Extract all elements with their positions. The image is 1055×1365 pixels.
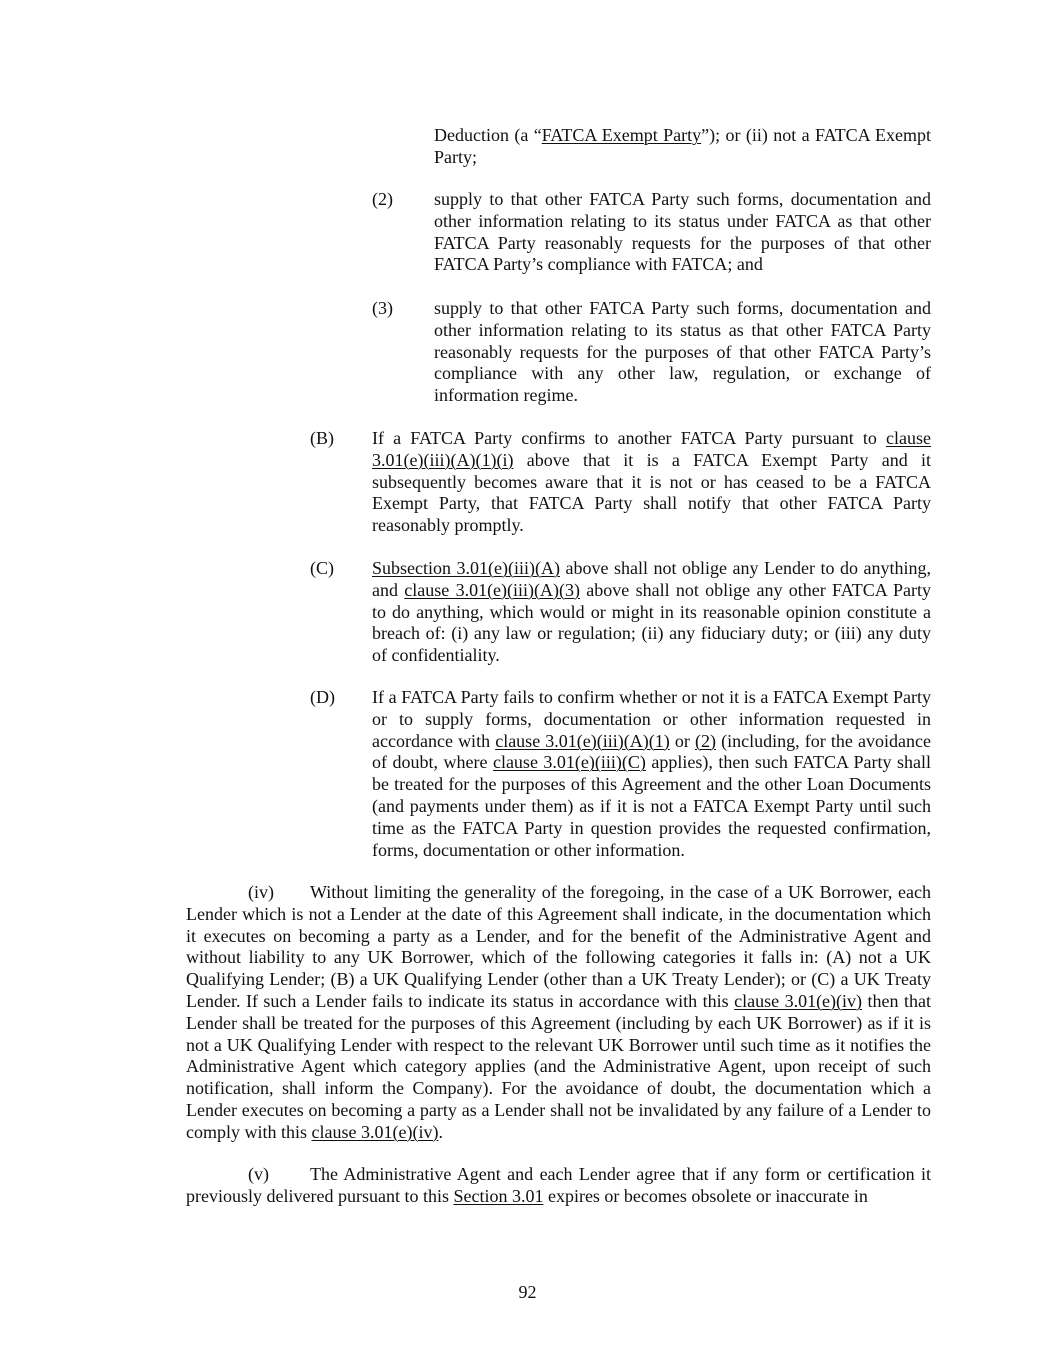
paragraph-iv: (iv) Without limiting the generality of the foregoing, in the case of a UK Borrower, each Lender which is not a Lender at the date of this Agreement shall indicate, in the documentation which it executes on becoming a party as a Lender, and for the benefit of the Administrative Agent and without liability to any UK Borrower, which of the following categories it falls in: (A) not a UK Qualifying Lender; (B) a UK Qualifying Lender (other than a UK Treaty Lender); or (C) a UK Treaty Lender. If such a Lender fails to indicate its status in accordance with this clause 3.01(e)(iv) then that Lender shall be treated for the purposes of this Agreement (including by each UK Borrower) as if it is not a UK Qualifying Lender with respect to the relevant UK Borrower until such time as it notifies the Administrative Agent which category applies (and the Administrative Agent, upon receipt of such notification, shall inform the Company). For the avoidance of doubt, the documentation which a Lender executes on becoming a party as a Lender shall not be invalidated by any failure of a Lender to comply with this clause 3.01(e)(iv). — [186, 882, 931, 1142]
cross-reference: Subsection 3.01(e)(iii)(A) — [372, 558, 560, 578]
item-label: (2) — [372, 189, 393, 209]
cross-reference: Section 3.01 — [453, 1185, 544, 1206]
item-b — [310, 428, 931, 537]
paragraph-label: (v) — [248, 1164, 269, 1184]
cross-reference: clause 3.01(e)(iii)(A)(1)(i) — [372, 428, 931, 470]
page-number: 92 — [518, 1282, 537, 1302]
cross-reference: clause 3.01(e)(iv) — [734, 990, 863, 1011]
item-3 — [372, 298, 931, 407]
cross-reference: clause 3.01(e)(iii)(A)(1) — [495, 730, 670, 751]
item-2 — [372, 189, 931, 276]
item-label: (3) — [372, 298, 393, 318]
cross-reference: clause 3.01(e)(iii)(A)(3) — [404, 579, 581, 600]
item-text: If a FATCA Party confirms to another FATCA Party pursuant to clause 3.01(e)(iii)(A)(1)(i) above that it is a FATCA Exempt Party and it subsequently becomes aware that it is not or has ceased to be a FATCA Exempt Party, that FATCA Party shall notify that other FATCA Party reasonably promptly. — [372, 428, 931, 536]
defined-term-fatca-exempt-party: FATCA Exempt Party — [541, 125, 702, 145]
item-label: (D) — [310, 687, 335, 707]
item-label: (C) — [310, 558, 334, 578]
continuation-paragraph: Deduction (a “FATCA Exempt Party”); or (ii) not a FATCA Exempt Party; — [434, 125, 931, 167]
cross-reference: clause 3.01(e)(iii)(C) — [492, 752, 646, 773]
item-text: supply to that other FATCA Party such forms, documentation and other information relating to its status under FATCA as that other FATCA Party reasonably requests for the purposes of that other FATCA Party’s compliance with FATCA; and — [434, 189, 931, 275]
item-text: supply to that other FATCA Party such forms, documentation and other information relating to its status as that other FATCA Party reasonably requests for the purposes of that other FATCA Party’s compliance with any other law, regulation, or exchange of information regime. — [434, 298, 931, 406]
item-c — [310, 558, 931, 667]
item-text: Subsection 3.01(e)(iii)(A) above shall not oblige any Lender to do anything, and clause 3.01(e)(iii)(A)(3) above shall not oblige any other FATCA Party to do anything, which would or might in its reasonable opinion constitute a breach of: (i) any law or regulation; (ii) any fiduciary duty; or (iii) any duty of confidentiality. — [372, 558, 931, 666]
paragraph-label: (iv) — [248, 882, 274, 902]
item-d — [310, 687, 931, 861]
item-label: (B) — [310, 428, 334, 448]
item-text: If a FATCA Party fails to confirm whether or not it is a FATCA Exempt Party or to supply forms, documentation or other information requested in accordance with clause 3.01(e)(iii)(A)(1) or (2) (including, for the avoidance of doubt, where clause 3.01(e)(iii)(C) applies), then such FATCA Party shall be treated for the purposes of this Agreement and the other Loan Documents (and payments under them) as if it is not a FATCA Exempt Party until such time as the FATCA Party in question provides the requested confirmation, forms, documentation or other information. — [372, 687, 932, 860]
cross-reference: (2) — [695, 730, 717, 751]
paragraph-v: (v) The Administrative Agent and each Lender agree that if any form or certification it previously delivered pursuant to this Section 3.01 expires or becomes obsolete or inaccurate in — [186, 1164, 931, 1206]
cross-reference: clause 3.01(e)(iv) — [311, 1121, 439, 1142]
